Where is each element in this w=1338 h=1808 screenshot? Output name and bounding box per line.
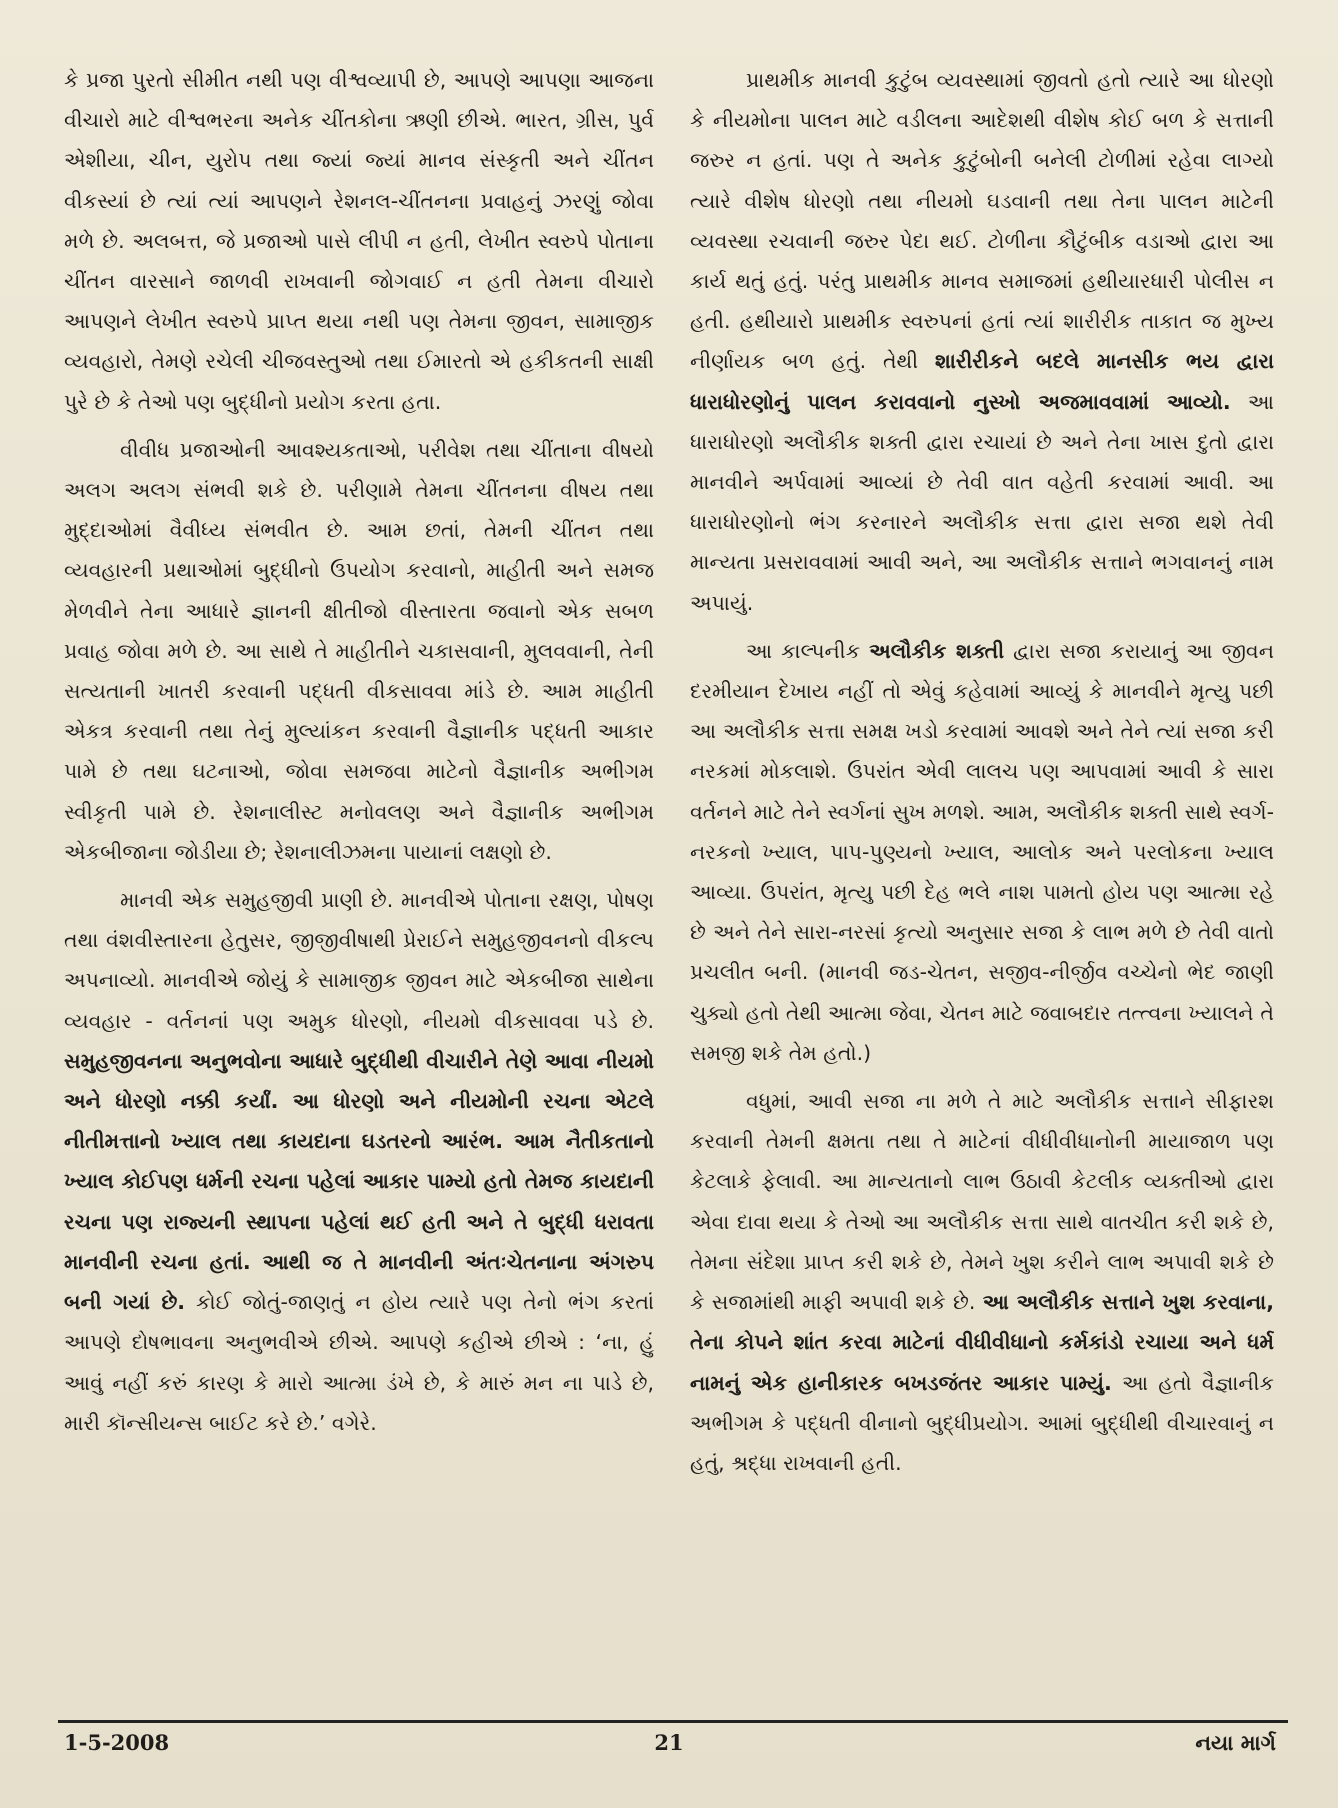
left-paragraph-3-text: માનવી એક સમુહજીવી પ્રાણી છે. માનવીએ પોતાના રક્ષણ, પોષણ તથા વંશવીસ્તારના હેતુસર, જીજીવીષાથી પ્રેરાઈને સમુહજીવનનો વીકલ્પ અપનાવ્યો. માનવીએ જોયું કે સામાજીક જીવન માટે એકબીજા સાથેના વ્યવહાર - વર્તનનાં પણ અમુક ધોરણો, નીયમો વીકસાવવા પડે છે. xyxy=(64,888,654,1033)
right-paragraph-1-text: પ્રાથમીક માનવી કુટુંબ વ્યવસ્થામાં જીવતો હતો ત્યારે આ ધોરણો કે નીયમોના પાલન માટે વડીલના આદેશથી વીશેષ કોઈ બળ કે સત્તાની જરુર ન હતાં. પણ તે અનેક કુટુંબોની બનેલી ટોળીમાં રહેવા લાગ્યો ત્યારે વીશેષ ધોરણો તથા નીયમો ઘડવાની તથા તેના પાલન માટેની વ્યવસ્થા રચવાની જરુર પેદા થઈ. ટોળીના કૌટુંબીક વડાઓ દ્વારા આ કાર્ય થતું હતું. પરંતુ પ્રાથમીક માનવ સમાજમાં હથીયારધારી પોલીસ ન હતી. હથીયારો પ્રાથમીક સ્વરુપનાં હતાં ત્યાં શારીરીક તાકાત જ મુખ્ય નીર્ણાયક બળ હતું. તેથી xyxy=(690,68,1274,374)
left-paragraph-1: કે પ્રજા પુરતો સીમીત નથી પણ વીશ્વવ્યાપી છે, આપણે આપણા આજના વીચારો માટે વીશ્વભરના અનેક ચીંતકોના ઋણી છીએ. ભારત, ગ્રીસ, પુર્વ એશીયા, ચીન, યુરોપ તથા જ્યાં જ્યાં માનવ સંસ્કૃતી અને ચીંતન વીકસ્યાં છે ત્યાં ત્યાં આપણને રેશનલ-ચીંતનના પ્રવાહનું ઝરણું જોવા મળે છે. અલબત્ત, જે પ્રજાઓ પાસે લીપી ન હતી, લેખીત સ્વરુપે પોતાના ચીંતન વારસાને જાળવી રાખવાની જોગવાઈ ન હતી તેમના વીચારો આપણને લેખીત સ્વરુપે પ્રાપ્ત થયા નથી પણ તેમના જીવન, સામાજીક વ્યવહારો, તેમણે રચેલી ચીજવસ્તુઓ તથા ઈમારતો એ હકીકતની સાક્ષી પુરે છે કે તેઓ પણ બુદ્ધીનો પ્રયોગ કરતા હતા. xyxy=(64,68,654,414)
right-paragraph-1-end: આ ધારાધોરણો અલૌકીક શક્તી દ્વારા રચાયાં છે અને તેના ખાસ દુતો દ્વારા માનવીને અર્પવામાં આવ્યાં છે તેવી વાત વહેતી કરવામાં આવી. આ ધારાધોરણોનો ભંગ કરનારને અલૌકીક સત્તા દ્વારા સજા થશે તેવી માન્યતા પ્રસરાવવામાં આવી અને, આ અલૌકીક સત્તાને ભગવાનનું નામ અપાયું. xyxy=(690,389,1274,615)
right-paragraph-1 xyxy=(690,60,1274,623)
right-paragraph-2-start: આ કાલ્પનીક xyxy=(746,638,861,663)
left-column xyxy=(64,60,654,1700)
right-paragraph-3 xyxy=(690,1081,1274,1483)
footer-rule xyxy=(58,1720,1288,1723)
right-column xyxy=(690,60,1274,1700)
footer-magazine-name: નયા માર્ગ xyxy=(1195,1730,1276,1755)
left-paragraph-3-bold: સમુહજીવનના અનુભવોના આધારે બુદ્ધીથી વીચારીને તેણે આવા નીયમો અને ધોરણો નક્કી કર્યાં. આ ધોરણો અને નીયમોની રચના એટલે નીતીમત્તાનો ખ્યાલ તથા કાયદાના ઘડતરનો આરંભ. આમ નૈતીકતાનો ખ્યાલ કોઈપણ ધર્મની રચના પહેલાં આકાર પામ્યો હતો તેમજ કાયદાની રચના પણ રાજ્યની સ્થાપના પહેલાં થઈ હતી અને તે બુદ્ધી ધરાવતા માનવીની રચના હતાં. આથી જ તે માનવીની અંતઃચેતનાના અંગરુપ બની ગયાં છે. xyxy=(64,1048,654,1315)
left-paragraph-3-end: કોઈ જોતું-જાણતું ન હોય ત્યારે પણ તેનો ભંગ કરતાં આપણે દોષભાવના અનુભવીએ છીએ. આપણે કહીએ છીએ : ‘ના, હું આવું નહીં કરું કારણ કે મારો આત્મા ડંખે છે, કે મારું મન ના પાડે છે, મારી કૉન્સીયન્સ બાઈટ કરે છે.’ વગેરે. xyxy=(64,1290,654,1435)
right-paragraph-3-end: આ હતો વૈજ્ઞાનીક અભીગમ કે પદ્ધતી વીનાનો બુદ્ધીપ્રયોગ. આમાં બુદ્ધીથી વીચારવાનું ન હતું, શ્રદ્ધા રાખવાની હતી. xyxy=(690,1370,1274,1475)
left-paragraph-2: વીવીધ પ્રજાઓની આવશ્યકતાઓ, પરીવેશ તથા ચીંતાના વીષયો અલગ અલગ સંભવી શકે છે. પરીણામે તેમના ચીંતનના વીષય તથા મુદ્દાઓમાં વૈવીધ્ય સંભવીત છે. આમ છતાં, તેમની ચીંતન તથા વ્યવહારની પ્રથાઓમાં બુદ્ધીનો ઉપયોગ કરવાનો, માહીતી અને સમજ મેળવીને તેના આધારે જ્ઞાનની ક્ષીતીજો વીસ્તારતા જવાનો એક સબળ પ્રવાહ જોવા મળે છે. આ સાથે તે માહીતીને ચકાસવાની, મુલવવાની, તેની સત્યતાની ખાતરી કરવાની પદ્ધતી વીકસાવવા માંડે છે. આમ માહીતી એકત્ર કરવાની તથા તેનું મુલ્યાંકન કરવાની વૈજ્ઞાનીક પદ્ધતી આકાર પામે છે તથા ઘટનાઓ, જોવા સમજવા માટેનો વૈજ્ઞાનીક અભીગમ સ્વીકૃતી પામે છે. રેશનાલીસ્ટ મનોવલણ અને વૈજ્ઞાનીક અભીગમ એકબીજાના જોડીયા છે; રેશનાલીઝમના પાયાનાં લક્ષણો છે. xyxy=(64,437,654,864)
right-paragraph-2 xyxy=(690,631,1274,1073)
right-paragraph-2-bold: અલૌકીક શક્તી xyxy=(869,638,1005,663)
right-paragraph-3-text: વધુમાં, આવી સજા ના મળે તે માટે અલૌકીક સત્તાને સીફારશ કરવાની તેમની ક્ષમતા તથા તે માટેનાં વીધીવીધાનોની માયાજાળ પણ કેટલાકે ફેલાવી. આ માન્યતાનો લાભ ઉઠાવી કેટલીક વ્યક્તીઓ દ્વારા એવા દાવા થયા કે તેઓ આ અલૌકીક સત્તા સાથે વાતચીત કરી શકે છે, તેમના સંદેશા પ્રાપ્ત કરી શકે છે, તેમને ખુશ કરીને લાભ અપાવી શકે છે કે સજામાંથી માફી અપાવી શકે છે. xyxy=(690,1089,1274,1315)
footer-date: 1-5-2008 xyxy=(64,1730,170,1755)
left-paragraph-3 xyxy=(64,880,654,1443)
right-paragraph-2-text: દ્વારા સજા કરાયાનું આ જીવન દરમીયાન દેખાય નહીં તો એવું કહેવામાં આવ્યું કે માનવીને મૃત્યુ પછી આ અલૌકીક સત્તા સમક્ષ ખડો કરવામાં આવશે અને તેને ત્યાં સજા કરી નરકમાં મોકલાશે. ઉપરાંત એવી લાલચ પણ આપવામાં આવી કે સારા વર્તનને માટે તેને સ્વર્ગનાં સુખ મળશે. આમ, અલૌકીક શક્તી સાથે સ્વર્ગ-નરકનો ખ્યાલ, પાપ-પુણ્યનો ખ્યાલ, આલોક અને પરલોકના ખ્યાલ આવ્યા. ઉપરાંત, મૃત્યુ પછી દેહ ભલે નાશ પામતો હોય પણ આત્મા રહે છે અને તેને સારા-નરસાં કૃત્યો અનુસાર સજા કે લાભ મળે છે તેવી વાતો પ્રચલીત બની. (માનવી જડ-ચેતન, સજીવ-નીર્જીવ વચ્ચેનો ભેદ જાણી ચુક્યો હતો તેથી આત્મા જેવા, ચેતન માટે જવાબદાર તત્ત્વના ખ્યાલને તે સમજી શકે તેમ હતો.) xyxy=(690,638,1274,1065)
footer-page-number: 21 xyxy=(654,1730,684,1755)
right-paragraph-3-bold: આ અલૌકીક સત્તાને ખુશ કરવાના, તેના કોપને શાંત કરવા માટેનાં વીધીવીધાનો કર્મકાંડો રચાયા અને ધર્મ નામનું એક હાનીકારક બખડજંતર આકાર પામ્યું. xyxy=(690,1290,1274,1395)
right-paragraph-1-bold: શારીરીકને બદલે માનસીક ભય દ્વારા ધારાધોરણોનું પાલન કરાવવાનો નુસ્ખો અજમાવવામાં આવ્યો. xyxy=(690,349,1274,414)
